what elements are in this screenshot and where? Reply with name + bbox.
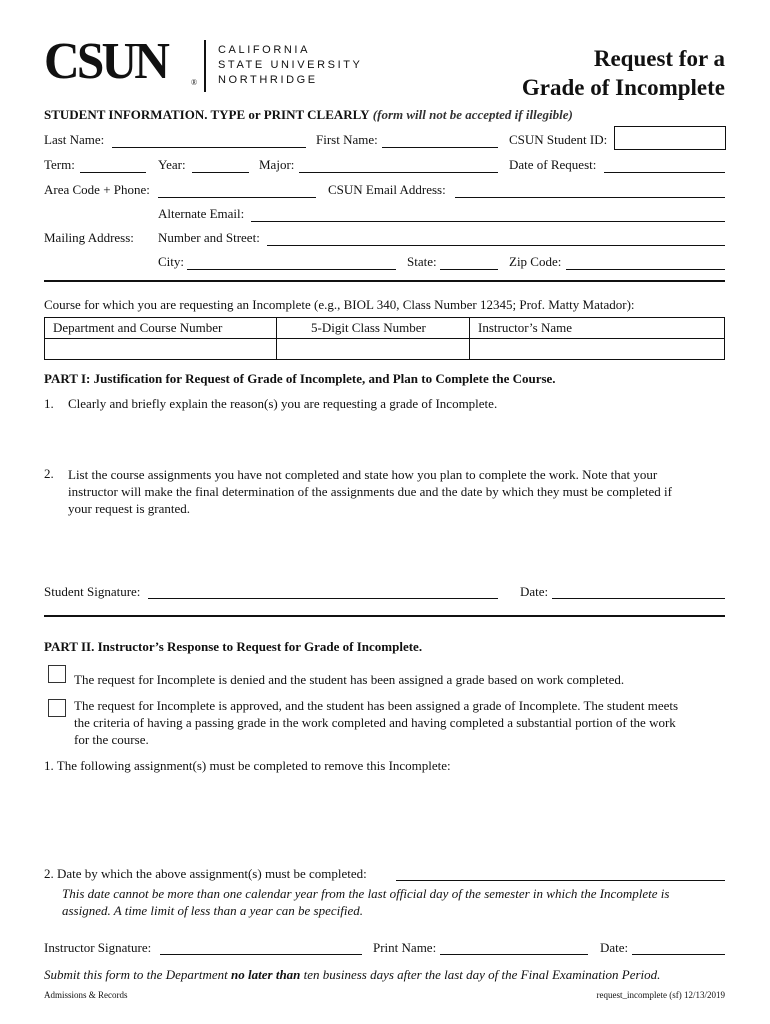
registered-mark: ® xyxy=(191,78,198,87)
class-number-cell[interactable] xyxy=(277,339,470,360)
part-divider xyxy=(44,615,725,617)
submit-instructions xyxy=(44,967,660,983)
first-name-label: First Name: xyxy=(316,132,378,147)
denied-checkbox[interactable] xyxy=(48,665,66,683)
submit-instructions-post: ten business days after the last day of the Final Examination Period. xyxy=(300,967,661,982)
student-date-field[interactable] xyxy=(552,598,725,599)
city-field[interactable] xyxy=(187,269,396,270)
part1-heading: PART I: Justification for Request of Grade of Incomplete, and Plan to Complete the Course. xyxy=(44,371,556,386)
completion-date-note xyxy=(62,885,669,919)
instructor-name-cell[interactable] xyxy=(470,339,725,360)
csun-email-field[interactable] xyxy=(455,197,725,198)
completion-date-field[interactable] xyxy=(396,880,725,881)
part2-item2: 2. Date by which the above assignment(s) must be completed: xyxy=(44,866,367,881)
student-date-label: Date: xyxy=(520,584,549,599)
student-id-field[interactable] xyxy=(614,126,726,150)
approved-line-1: The request for Incomplete is approved, and the student has been assigned a grade of Incomplete. The student meets xyxy=(74,698,679,713)
city-label: City: xyxy=(158,254,185,269)
csun-logo: CSUN xyxy=(44,33,168,90)
part1-item2-text xyxy=(68,466,672,517)
major-field[interactable] xyxy=(299,172,498,173)
state-field[interactable] xyxy=(440,269,498,270)
term-field[interactable] xyxy=(80,172,146,173)
submit-instructions-pre: Submit this form to the Department xyxy=(44,967,232,982)
approved-line-2: the criteria of having a passing grade in the work completed and having completed a substantial portion of the work xyxy=(74,715,676,730)
part1-item2-number: 2. xyxy=(44,466,54,481)
date-of-request-label: Date of Request: xyxy=(509,157,597,172)
last-name-field[interactable] xyxy=(112,147,306,148)
year-label: Year: xyxy=(158,157,186,172)
approved-text xyxy=(74,697,678,748)
print-name-field[interactable] xyxy=(440,954,588,955)
approved-checkbox[interactable] xyxy=(48,699,66,717)
denied-text: The request for Incomplete is denied and the student has been assigned a grade based on work completed. xyxy=(74,672,625,687)
footer-office: Admissions & Records xyxy=(44,990,128,1000)
alt-email-label: Alternate Email: xyxy=(158,206,245,221)
form-title-line-1: Request for a xyxy=(593,46,725,71)
alt-email-field[interactable] xyxy=(251,221,725,222)
phone-field[interactable] xyxy=(158,197,316,198)
instructor-signature-label: Instructor Signature: xyxy=(44,940,152,955)
state-label: State: xyxy=(407,254,437,269)
instructor-date-label: Date: xyxy=(600,940,629,955)
form-title-line-2: Grade of Incomplete xyxy=(521,75,725,100)
year-field[interactable] xyxy=(192,172,249,173)
print-name-label: Print Name: xyxy=(373,940,437,955)
instructor-date-field[interactable] xyxy=(632,954,725,955)
submit-instructions-emphasis: no later than xyxy=(231,967,301,982)
completion-date-note-line-2: assigned. A time limit of less than a year can be specified. xyxy=(62,903,364,918)
completion-date-note-line-1: This date cannot be more than one calendar year from the last official day of the semester in which the Incomplete is xyxy=(62,886,670,901)
zip-field[interactable] xyxy=(566,269,725,270)
approved-line-3: for the course. xyxy=(74,732,149,747)
part1-item2-line-3: your request is granted. xyxy=(68,501,191,516)
student-info-heading xyxy=(44,107,573,123)
column-header-instructor: Instructor’s Name xyxy=(470,318,725,339)
course-table xyxy=(44,317,725,360)
part1-item2-line-2: instructor will make the final determination of the assignments due and the date by which they must be completed if xyxy=(68,484,672,499)
university-line-1: CALIFORNIA xyxy=(218,44,311,56)
phone-label: Area Code + Phone: xyxy=(44,182,150,197)
student-info-heading-text: STUDENT INFORMATION. TYPE or PRINT CLEARLY xyxy=(44,107,370,122)
major-label: Major: xyxy=(259,157,295,172)
logo-divider xyxy=(204,40,206,92)
student-id-label: CSUN Student ID: xyxy=(509,132,608,147)
last-name-label: Last Name: xyxy=(44,132,105,147)
column-header-department: Department and Course Number xyxy=(45,318,277,339)
footer-form-id: request_incomplete (sf) 12/13/2019 xyxy=(596,990,725,1000)
university-line-2: STATE UNIVERSITY xyxy=(218,59,363,71)
part1-item1-text: Clearly and briefly explain the reason(s) you are requesting a grade of Incomplete. xyxy=(68,396,498,411)
course-intro: Course for which you are requesting an Incomplete (e.g., BIOL 340, Class Number 12345; Prof. Matty Matador): xyxy=(44,297,635,312)
mailing-address-label: Mailing Address: xyxy=(44,230,134,245)
column-header-class-number: 5-Digit Class Number xyxy=(277,318,470,339)
csun-email-label: CSUN Email Address: xyxy=(328,182,446,197)
student-info-heading-note: (form will not be accepted if illegible) xyxy=(372,107,573,122)
form-title xyxy=(522,44,725,102)
date-of-request-field[interactable] xyxy=(604,172,725,173)
first-name-field[interactable] xyxy=(382,147,498,148)
student-signature-label: Student Signature: xyxy=(44,584,141,599)
part2-heading: PART II. Instructor’s Response to Request for Grade of Incomplete. xyxy=(44,639,423,654)
university-line-3: NORTHRIDGE xyxy=(218,74,318,86)
street-label: Number and Street: xyxy=(158,230,260,245)
street-field[interactable] xyxy=(267,245,725,246)
student-signature-field[interactable] xyxy=(148,598,498,599)
part1-item2-line-1: List the course assignments you have not completed and state how you plan to complete the work. Note that your xyxy=(68,467,658,482)
course-table-row xyxy=(45,339,725,360)
instructor-signature-field[interactable] xyxy=(160,954,362,955)
part1-item1-number: 1. xyxy=(44,396,54,411)
course-table-header xyxy=(45,318,725,339)
section-divider xyxy=(44,280,725,282)
term-label: Term: xyxy=(44,157,75,172)
zip-label: Zip Code: xyxy=(509,254,562,269)
part2-item1: 1. The following assignment(s) must be completed to remove this Incomplete: xyxy=(44,758,451,773)
department-course-cell[interactable] xyxy=(45,339,277,360)
